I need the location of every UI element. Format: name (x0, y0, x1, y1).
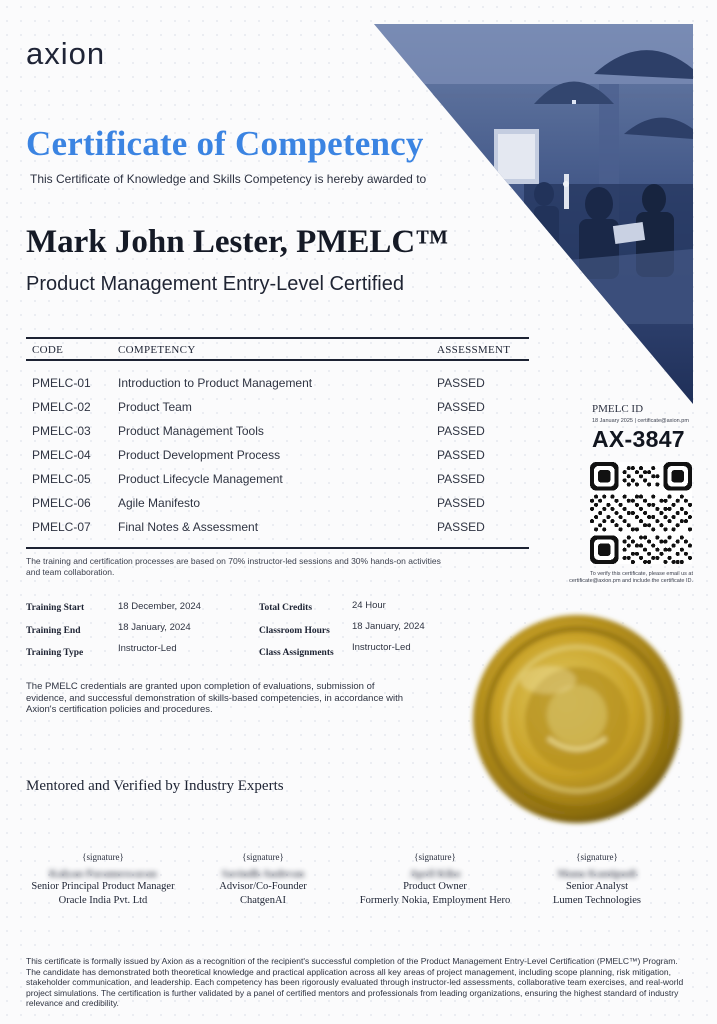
training-type-value: Instructor-Led (118, 643, 177, 654)
table-row (26, 491, 529, 515)
table-row (26, 467, 529, 491)
row-assessment: PASSED (437, 472, 485, 486)
training-start-label: Training Start (26, 603, 85, 613)
row-code: PMELC-02 (32, 400, 91, 414)
row-code: PMELC-04 (32, 448, 91, 462)
training-end-label: Training End (26, 626, 81, 636)
signatory-role: Advisor/Co-Founder (219, 881, 307, 892)
total-credits-value: 24 Hour (352, 600, 386, 611)
verify-note: To verify this certificate, please email us at certificate@axion.pm and include the certificate ID. (569, 571, 693, 584)
certificate-subtitle: This Certificate of Knowledge and Skills Competency is hereby awarded to (30, 172, 427, 186)
certificate-title: Certificate of Competency (26, 124, 424, 163)
signatory-4 (512, 852, 682, 908)
pmelc-id-value: AX-3847 (592, 426, 685, 452)
row-competency: Agile Manifesto (118, 496, 201, 510)
gold-seal (468, 610, 686, 828)
total-credits-label: Total Credits (259, 603, 313, 613)
recipient-name: Mark John Lester, PMELC™ (26, 224, 449, 260)
axion-logo: axion (26, 36, 106, 71)
qr-code (590, 462, 692, 564)
table-row (26, 515, 529, 539)
signature-mark: {signature} (242, 852, 284, 862)
row-competency: Product Team (118, 400, 192, 414)
signatory-org: Oracle India Pvt. Ltd (58, 895, 148, 906)
row-assessment: PASSED (437, 376, 485, 390)
table-row (26, 395, 529, 419)
row-competency: Product Lifecycle Management (118, 472, 283, 486)
signature-mark: {signature} (414, 852, 456, 862)
signature-mark: {signature} (576, 852, 618, 862)
signatory-1 (18, 852, 188, 908)
signatory-role: Senior Analyst (565, 881, 629, 892)
pmelc-id-label: PMELC ID (592, 403, 644, 415)
header-code: CODE (26, 338, 118, 360)
training-type-label: Training Type (26, 648, 84, 658)
classroom-hours-value: 18 January, 2024 (352, 621, 425, 632)
row-competency: Product Development Process (118, 448, 281, 462)
row-code: PMELC-01 (32, 376, 91, 390)
competency-table (26, 337, 529, 549)
row-competency: Product Management Tools (118, 424, 264, 438)
row-code: PMELC-06 (32, 496, 91, 510)
signatory-org: Lumen Technologies (552, 895, 641, 906)
row-code: PMELC-07 (32, 520, 91, 534)
row-assessment: PASSED (437, 496, 485, 510)
header-competency: COMPETENCY (118, 338, 437, 360)
row-competency: Introduction to Product Management (118, 376, 313, 390)
row-code: PMELC-05 (32, 472, 91, 486)
signatory-role: Product Owner (403, 881, 467, 892)
signatory-name: Manu Kantipudi (557, 868, 637, 880)
signatory-3 (350, 852, 520, 908)
signatory-name: April Kiko (409, 868, 461, 880)
table-row (26, 419, 529, 443)
signatory-org: ChatgenAI (239, 895, 287, 906)
training-end-value: 18 January, 2024 (118, 622, 191, 633)
row-assessment: PASSED (437, 424, 485, 438)
row-competency: Final Notes & Assessment (118, 520, 259, 534)
signatory-name: Kalyan Parameswaran (49, 868, 157, 880)
credentials-paragraph: The PMELC credentials are granted upon completion of evaluations, submission of evidence, and successful demonstration of skills-based competencies, in accordance with Axion's certification policies and procedures. (26, 681, 404, 715)
row-assessment: PASSED (437, 448, 485, 462)
row-code: PMELC-03 (32, 424, 91, 438)
class-assignments-value: Instructor-Led (352, 642, 411, 653)
footer-statement: This certificate is formally issued by Axion as a recognition of the recipient's successful completion of the Product Management Entry-Level Certification (PMELC™) Program. The candidate has demonstrated both theoretical knowledge and practical application across all key areas of project management, including scope planning, risk mitigation, stakeholder communication, and leadership. Each competency has been rigorously evaluated through instructor-led assessments, collaborative team exercises, and real-world project simulations. The certification is further validated by a panel of certified mentors and professionals from leading organizations, ensuring the highest standard of industry relevance and credibility. (26, 956, 684, 1008)
signatory-org: Formerly Nokia, Employment Hero (359, 895, 511, 906)
signature-mark: {signature} (82, 852, 124, 862)
row-assessment: PASSED (437, 520, 485, 534)
training-start-value: 18 December, 2024 (118, 601, 201, 612)
signatory-role: Senior Principal Product Manager (31, 881, 175, 892)
table-header-row (26, 338, 529, 360)
table-row (26, 360, 529, 395)
class-assignments-label: Class Assignments (259, 648, 334, 658)
row-assessment: PASSED (437, 400, 485, 414)
signatory-2 (178, 852, 348, 908)
signatory-name: Savindh Audevan (221, 868, 305, 880)
table-bottom-rule (26, 539, 529, 548)
classroom-hours-label: Classroom Hours (259, 626, 330, 636)
training-note: The training and certification processes are based on 70% instructor-led sessions and 30% hands-on activities and team collaboration. (26, 556, 441, 577)
header-assessment: ASSESSMENT (437, 338, 529, 360)
certification-level: Product Management Entry-Level Certified (26, 273, 404, 295)
pmelc-id-meta: 18 January 2025 | certificate@axion.pm (592, 418, 689, 424)
mentored-heading: Mentored and Verified by Industry Experts (26, 778, 284, 794)
table-row (26, 443, 529, 467)
